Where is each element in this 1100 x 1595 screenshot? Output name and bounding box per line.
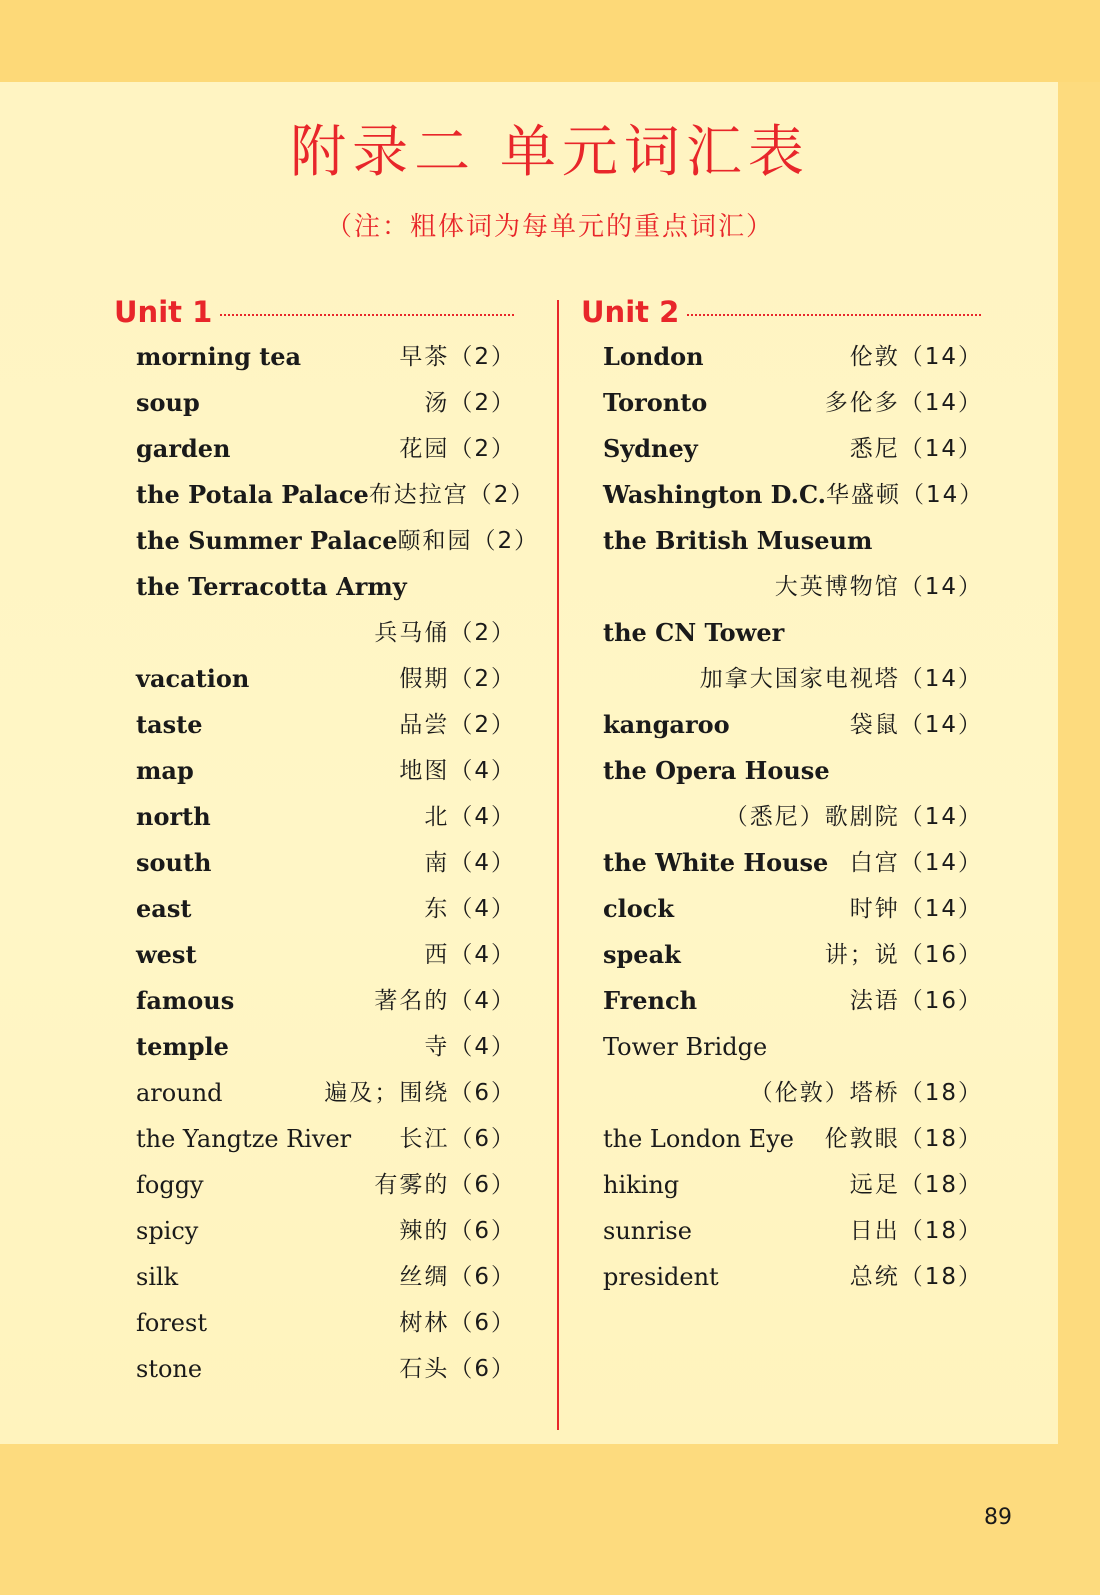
vocab-chinese: 时钟（14） bbox=[849, 896, 983, 922]
vocab-english: morning tea bbox=[136, 342, 302, 371]
vocab-chinese: 总统（18） bbox=[849, 1264, 983, 1290]
vocab-chinese: （伦敦）塔桥（18） bbox=[749, 1080, 983, 1106]
vocab-english: north bbox=[136, 802, 211, 831]
vocab-chinese: 假期（2） bbox=[399, 666, 516, 692]
vocab-row bbox=[136, 702, 516, 748]
vocab-chinese: 品尝（2） bbox=[399, 712, 516, 738]
vocab-row bbox=[136, 1208, 516, 1254]
vocab-english: foggy bbox=[136, 1171, 204, 1199]
vocab-english: stone bbox=[136, 1355, 203, 1383]
vocab-english: west bbox=[136, 940, 197, 969]
unit-1-label: Unit 1 bbox=[114, 295, 213, 329]
vocab-chinese: 颐和园（2） bbox=[397, 528, 540, 554]
vocab-row bbox=[136, 426, 516, 472]
vocab-chinese: 寺（4） bbox=[424, 1034, 516, 1060]
vocab-row bbox=[603, 610, 983, 656]
unit-1-heading bbox=[114, 292, 514, 332]
vocab-chinese: 长江（6） bbox=[399, 1126, 516, 1152]
vocab-row bbox=[136, 610, 516, 656]
vocab-english: the Opera House bbox=[603, 756, 830, 785]
vocab-english: the Yangtze River bbox=[136, 1125, 352, 1153]
vocab-row bbox=[603, 518, 983, 564]
vocab-row bbox=[136, 1300, 516, 1346]
vocab-row bbox=[136, 380, 516, 426]
vocab-chinese: 多伦多（14） bbox=[824, 390, 983, 416]
vocab-row bbox=[136, 1346, 516, 1392]
vocab-row bbox=[136, 840, 516, 886]
vocab-row bbox=[136, 472, 536, 518]
vocab-chinese: 西（4） bbox=[424, 942, 516, 968]
vocab-row bbox=[603, 472, 983, 518]
vocab-chinese: 汤（2） bbox=[424, 390, 516, 416]
vocab-row bbox=[136, 1116, 516, 1162]
vocab-row bbox=[136, 656, 516, 702]
vocab-row bbox=[603, 748, 983, 794]
vocab-english: hiking bbox=[603, 1171, 680, 1199]
vocab-english: silk bbox=[136, 1263, 179, 1291]
vocab-chinese: 白宫（14） bbox=[849, 850, 983, 876]
vocab-english: spicy bbox=[136, 1217, 199, 1245]
vocab-row bbox=[603, 840, 983, 886]
page-note: （注：粗体词为每单元的重点词汇） bbox=[325, 212, 774, 242]
vocab-row bbox=[603, 1070, 983, 1116]
unit-2-vocabulary-list bbox=[603, 334, 983, 1300]
vocab-chinese: 北（4） bbox=[424, 804, 516, 830]
vocab-chinese: 树林（6） bbox=[399, 1310, 516, 1336]
vocab-row bbox=[603, 564, 983, 610]
unit-2-heading bbox=[581, 292, 981, 332]
vocab-row bbox=[136, 1162, 516, 1208]
vocab-row bbox=[136, 564, 516, 610]
page-title: 附录二 单元词汇表 bbox=[290, 120, 810, 185]
vocab-chinese: 地图（4） bbox=[399, 758, 516, 784]
vocab-chinese: 华盛顿（14） bbox=[825, 482, 985, 508]
vocab-row bbox=[603, 426, 983, 472]
vocab-english: the British Museum bbox=[603, 526, 873, 555]
vocab-english: French bbox=[603, 986, 698, 1015]
vocab-chinese: 有雾的（6） bbox=[374, 1172, 516, 1198]
vocab-english: the White House bbox=[603, 848, 829, 877]
vocab-english: Toronto bbox=[603, 388, 708, 417]
vocab-chinese: 远足（18） bbox=[849, 1172, 983, 1198]
vocab-row bbox=[136, 1254, 516, 1300]
vocab-english: Washington D.C. bbox=[603, 480, 826, 509]
vocab-row bbox=[603, 656, 983, 702]
vocab-english: clock bbox=[603, 894, 674, 923]
vocab-english: map bbox=[136, 756, 194, 785]
vocab-english: president bbox=[603, 1263, 719, 1291]
vocab-english: Tower Bridge bbox=[603, 1033, 768, 1061]
unit-2-dotted-rule bbox=[687, 314, 981, 316]
vocab-row bbox=[603, 1116, 983, 1162]
vocab-english: temple bbox=[136, 1032, 229, 1061]
vocab-chinese: 加拿大国家电视塔（14） bbox=[699, 666, 983, 692]
vocab-chinese: （悉尼）歌剧院（14） bbox=[724, 804, 983, 830]
vocab-english: the Terracotta Army bbox=[136, 572, 407, 601]
vocab-chinese: 遍及；围绕（6） bbox=[324, 1080, 516, 1106]
vocab-chinese: 伦敦眼（18） bbox=[824, 1126, 983, 1152]
top-band bbox=[0, 0, 1100, 82]
vocab-english: south bbox=[136, 848, 212, 877]
vocab-chinese: 花园（2） bbox=[399, 436, 516, 462]
unit-2-label: Unit 2 bbox=[581, 295, 680, 329]
vocab-chinese: 石头（6） bbox=[399, 1356, 516, 1382]
vocab-english: forest bbox=[136, 1309, 207, 1337]
vocab-english: the Potala Palace bbox=[136, 480, 369, 509]
vocab-chinese: 丝绸（6） bbox=[399, 1264, 516, 1290]
vocab-english: east bbox=[136, 894, 192, 923]
vocab-english: sunrise bbox=[603, 1217, 692, 1245]
vocab-chinese: 兵马俑（2） bbox=[374, 620, 516, 646]
vocab-english: the Summer Palace bbox=[136, 526, 398, 555]
vocab-row bbox=[136, 334, 516, 380]
vocab-chinese: 布达拉宫（2） bbox=[368, 482, 536, 508]
vocab-english: soup bbox=[136, 388, 200, 417]
vocab-chinese: 悉尼（14） bbox=[849, 436, 983, 462]
vocab-row bbox=[136, 1024, 516, 1070]
vocab-row bbox=[136, 794, 516, 840]
vocab-row bbox=[603, 794, 983, 840]
unit-1-vocabulary-list bbox=[136, 334, 540, 1392]
vocab-row bbox=[136, 518, 540, 564]
vocab-row bbox=[136, 978, 516, 1024]
vocab-row bbox=[136, 886, 516, 932]
vocab-chinese: 伦敦（14） bbox=[849, 344, 983, 370]
vocab-row bbox=[603, 702, 983, 748]
vocab-english: London bbox=[603, 342, 704, 371]
vocab-row bbox=[136, 932, 516, 978]
vocab-english: vacation bbox=[136, 664, 250, 693]
vocab-row bbox=[136, 748, 516, 794]
vocab-row bbox=[603, 978, 983, 1024]
vocab-english: around bbox=[136, 1079, 223, 1107]
vocab-row bbox=[603, 932, 983, 978]
vocab-row bbox=[603, 886, 983, 932]
vocab-chinese: 辣的（6） bbox=[399, 1218, 516, 1244]
vocab-english: the CN Tower bbox=[603, 618, 785, 647]
vocab-chinese: 法语（16） bbox=[849, 988, 983, 1014]
vocab-english: kangaroo bbox=[603, 710, 730, 739]
vocab-chinese: 袋鼠（14） bbox=[849, 712, 983, 738]
vocab-chinese: 讲；说（16） bbox=[824, 942, 983, 968]
vocab-row bbox=[603, 380, 983, 426]
vocab-english: garden bbox=[136, 434, 231, 463]
vocab-english: Sydney bbox=[603, 434, 698, 463]
vocab-chinese: 大英博物馆（14） bbox=[774, 574, 983, 600]
vocab-row bbox=[603, 1162, 983, 1208]
vocab-chinese: 早茶（2） bbox=[399, 344, 516, 370]
vocab-chinese: 日出（18） bbox=[849, 1218, 983, 1244]
vocab-english: taste bbox=[136, 710, 203, 739]
unit-1-dotted-rule bbox=[220, 314, 514, 316]
vocab-row bbox=[603, 1254, 983, 1300]
vocab-chinese: 著名的（4） bbox=[374, 988, 516, 1014]
vocab-english: famous bbox=[136, 986, 235, 1015]
vocab-english: the London Eye bbox=[603, 1125, 794, 1153]
vocab-row bbox=[603, 1208, 983, 1254]
column-divider bbox=[557, 300, 559, 1430]
vocab-chinese: 东（4） bbox=[424, 896, 516, 922]
vocab-row bbox=[136, 1070, 516, 1116]
vocab-row bbox=[603, 1024, 983, 1070]
vocab-chinese: 南（4） bbox=[424, 850, 516, 876]
vocab-row bbox=[603, 334, 983, 380]
vocab-english: speak bbox=[603, 940, 681, 969]
page-number: 89 bbox=[984, 1505, 1012, 1530]
